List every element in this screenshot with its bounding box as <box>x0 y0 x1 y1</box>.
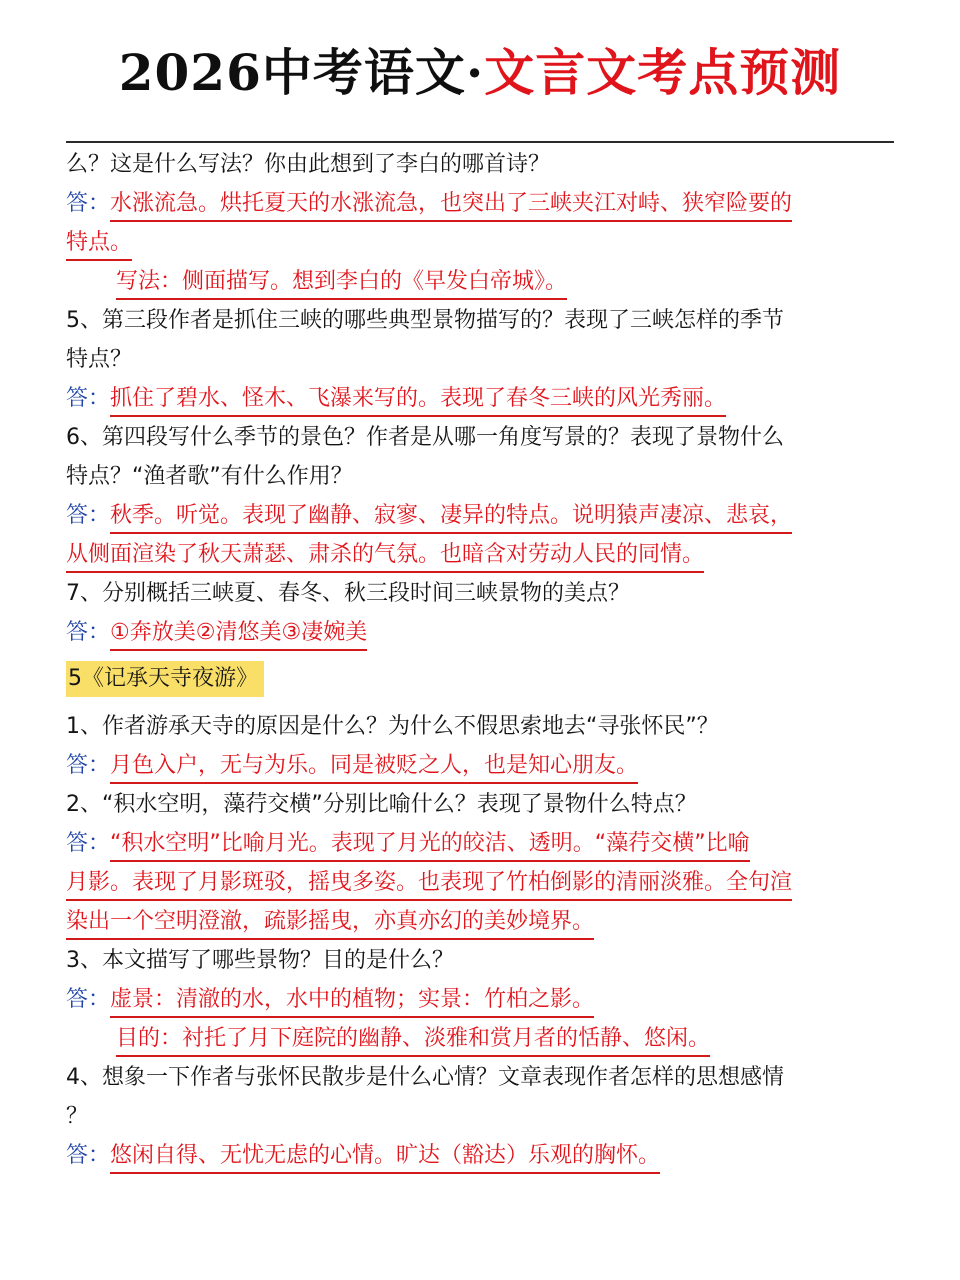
answer-line <box>66 1019 894 1058</box>
answer-line <box>66 379 894 418</box>
section-title: 5《记承天寺夜游》 <box>66 661 264 697</box>
question-line: ？ <box>66 1104 89 1129</box>
question-line: 5、第三段作者是抓住三峡的哪些典型景物描写的？表现了三峡怎样的季节 <box>66 308 784 333</box>
title-red-part: 文言文考点预测 <box>484 43 842 102</box>
answer-text: 从侧面渲染了秋天萧瑟、肃杀的气氛。也暗含对劳动人民的同情。 <box>66 540 704 573</box>
question-line: 么？这是什么写法？你由此想到了李白的哪首诗？ <box>66 152 551 177</box>
answer-line <box>66 824 894 863</box>
answer-text: 悠闲自得、无忧无虑的心情。旷达（豁达）乐观的胸怀。 <box>110 1141 660 1174</box>
question-line: 6、第四段写什么季节的景色？作者是从哪一角度写景的？表现了景物什么 <box>66 425 784 450</box>
answer-text: ①奔放美②清悠美③凄婉美 <box>110 618 367 651</box>
answer-text: 特点。 <box>66 228 132 261</box>
answer-label: 答： <box>66 191 111 216</box>
answer-text: 秋季。听觉。表现了幽静、寂寥、凄异的特点。说明猿声凄凉、悲哀， <box>110 501 792 534</box>
answer-line <box>66 863 894 902</box>
answer-label: 答： <box>66 753 111 778</box>
answer-text: 水涨流急。烘托夏天的水涨流急，也突出了三峡夹江对峙、狭窄险要的 <box>110 189 792 222</box>
question-line: 特点？ <box>66 347 133 372</box>
title-black-part: 2026中考语文· <box>118 43 485 102</box>
header-divider <box>66 141 894 143</box>
question-line: 3、本文描写了哪些景物？目的是什么？ <box>66 948 454 973</box>
answer-text: 染出一个空明澄澈，疏影摇曳，亦真亦幻的美妙境界。 <box>66 907 594 940</box>
question-line: 4、想象一下作者与张怀民散步是什么心情？文章表现作者怎样的思想感情 <box>66 1065 784 1090</box>
answer-line <box>66 1136 894 1175</box>
answer-line <box>66 223 894 262</box>
answer-label: 答： <box>66 1143 111 1168</box>
page-title <box>119 33 842 105</box>
content <box>66 145 894 1175</box>
answer-text: 虚景：清澈的水，水中的植物；实景：竹柏之影。 <box>110 985 594 1018</box>
answer-label: 答： <box>66 503 111 528</box>
answer-line <box>66 535 894 574</box>
answer-label: 答： <box>66 620 111 645</box>
answer-line <box>66 613 894 652</box>
question-line: 2、“积水空明，藻荇交横”分别比喻什么？表现了景物什么特点？ <box>66 792 697 817</box>
answer-line <box>66 980 894 1019</box>
question-line: 特点？“渔者歌”有什么作用？ <box>66 464 353 489</box>
header <box>66 0 894 138</box>
answer-label: 答： <box>66 987 111 1012</box>
answer-text: 目的：衬托了月下庭院的幽静、淡雅和赏月者的恬静、悠闲。 <box>116 1024 710 1057</box>
answer-line <box>66 184 894 223</box>
section-heading <box>66 661 894 699</box>
answer-label: 答： <box>66 831 111 856</box>
answer-line <box>66 746 894 785</box>
question-line: 7、分别概括三峡夏、春冬、秋三段时间三峡景物的美点？ <box>66 581 630 606</box>
answer-text: 写法：侧面描写。想到李白的《早发白帝城》。 <box>116 267 567 300</box>
answer-text: 月影。表现了月影斑驳，摇曳多姿。也表现了竹柏倒影的清丽淡雅。全句渲 <box>66 868 792 901</box>
question-line: 1、作者游承天寺的原因是什么？为什么不假思索地去“寻张怀民”？ <box>66 714 719 739</box>
answer-line <box>66 496 894 535</box>
answer-text: 抓住了碧水、怪木、飞瀑来写的。表现了春冬三峡的风光秀丽。 <box>110 384 726 417</box>
answer-text: 月色入户，无与为乐。同是被贬之人，也是知心朋友。 <box>110 751 638 784</box>
answer-label: 答： <box>66 386 111 411</box>
answer-line <box>66 262 894 301</box>
answer-line <box>66 902 894 941</box>
answer-text: “积水空明”比喻月光。表现了月光的皎洁、透明。“藻荇交横”比喻 <box>110 829 750 862</box>
